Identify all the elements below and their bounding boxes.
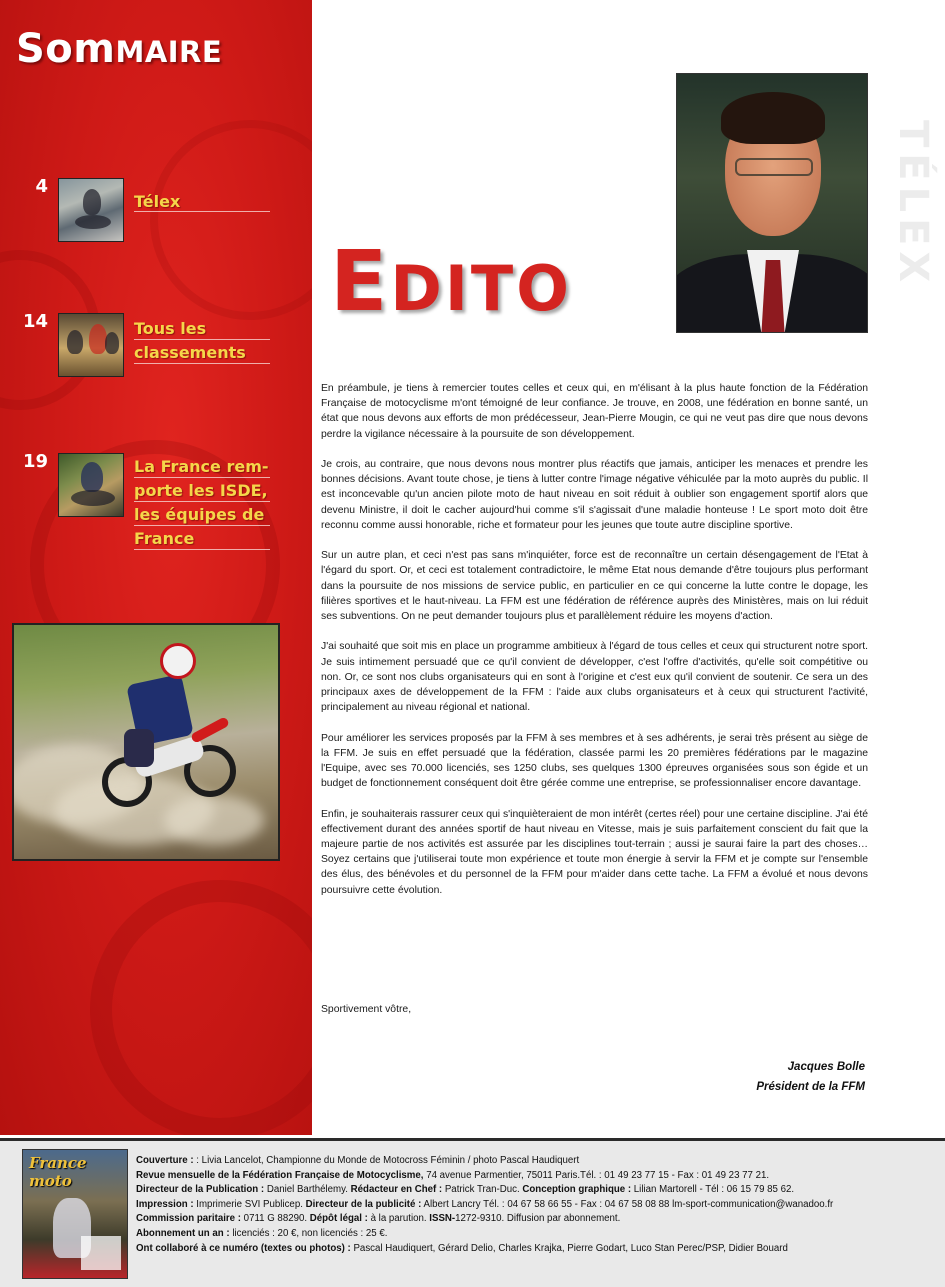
credit-row [136,1242,901,1257]
toc-title-line: classements [134,343,246,362]
toc-thumbnail-photo [58,178,124,242]
credit-text: 74 avenue Parmentier, 75011 Paris.Tél. : 01 49 23 77 15 - Fax : 01 49 23 77 21. [423,1169,770,1181]
masthead-footer [0,1138,945,1287]
credit-label: Impression : [136,1198,194,1210]
credit-text: Lilian Martorell - Tél : 06 15 79 85 62. [631,1184,795,1196]
toc-thumbnail-photo [58,313,124,377]
edito-paragraph: En préambule, je tiens à remercier toutes celles et ceux qui, en m'élisant à la plus haute fonction de la Fédération Française de motocyclisme m'ont témoigné de leur confiance. Je trouve, en 2008, une fédération en bonne santé, un état que nous devons aux efforts de mon prédécesseur, Jean-Pierre Mougin, ce qui ne veut pas dire que nous devons perdre la vigilance nécessaire à la poursuite de son développement. [321,383,868,440]
decorative-swirl [150,120,312,320]
toc-underline [134,501,270,502]
sommaire-title-big: Som [16,26,116,72]
credit-label: Rédacteur en Chef : [350,1184,443,1196]
toc-underline [134,211,270,212]
credit-label: Dépôt légal : [309,1213,368,1225]
signature-title: Président de la FFM [756,1081,865,1093]
toc-page-number: 19 [22,451,48,472]
magazine-cover-thumbnail [22,1149,128,1279]
toc-underline [134,339,270,340]
edito-paragraph: J'ai souhaité que soit mis en place un programme ambitieux à l'égard de tous celles et ceux qui structurent notre sport. Je suis intimement persuadé que ce qu'il convient de développer, c'est l'offre d'activités, qu'elle soit compétitive ou non. Or, ce sont nos clubs organisateurs qui en sont à l'origine et c'est eux qu'il convient de soutenir. Ce sera un des principaux axes de développement de la FFM : l'aide aux clubs organisateurs et à ceux qui structurent l'activité, principalement au niveau régional et national. [321,641,868,714]
credit-label: Ont collaboré à ce numéro (textes ou photos) : [136,1242,351,1254]
edito-closing: Sportivement vôtre, [321,1004,412,1015]
edito-heading-initial: E [330,232,391,330]
edito-paragraph: Pour améliorer les services proposés par la FFM à ses membres et à ses adhérents, je serai très présent au siège de la FFM. Je suis en effet persuadé que la fédération, classée parmi les 20 premières fédérations par le magazine l'Equipe, avec ses 70.000 licenciés, ses 1250 clubs, ses quelques 1300 épreuves organisées sous son égide et un budget de fonctionnement conséquent doit être gérée comme une entreprise, se professionnaliser encore davantage. [321,732,868,790]
toc-underline [134,525,270,526]
credit-label: Commission paritaire : [136,1213,241,1225]
signature-name: Jacques Bolle [787,1061,865,1073]
credit-text: licenciés : 20 €, non licenciés : 25 €. [229,1227,388,1239]
credit-label: Directeur de la publicité : [305,1198,422,1210]
toc-page-number: 14 [22,311,48,332]
masthead-credits [136,1154,901,1256]
toc-page-number: 4 [35,176,48,197]
credit-label: Revue mensuelle de la Fédération Française de Motocyclisme, [136,1169,424,1181]
edito-heading [330,232,572,330]
credit-row [136,1183,901,1198]
portrait-hair [721,92,825,144]
credit-text: Patrick Tran-Duc. [442,1184,523,1196]
edito-signature [756,1057,865,1097]
credit-row [136,1212,901,1227]
toc-title-line: Tous les [134,319,207,338]
portrait-glasses [735,158,813,176]
toc-title-line: France [134,529,195,548]
enduro-rider-photo [12,623,280,861]
sommaire-sidebar [0,0,312,1135]
edito-paragraph: Sur un autre plan, et ceci n'est pas sans m'inquiéter, force est de reconnaître un certain désengagement de l'Etat à l'égard du sport. Or, et ceci est totalement contradictoire, le même Etat nous demande d'être toujours plus performant dans la poursuite de nos missions de service public, en particulier en ce qui concerne la lutte contre le dopage, les filières sportives et le haut-niveau. La FFM est une fédération de référence auprès des Ministères, mais on lui réduit ses subventions. On ne peut demander toujours plus et parallèlement réduire les moyens d'action. [321,550,868,623]
toc-underline [134,363,270,364]
edito-body [321,381,868,913]
background-watermark-text: TÉLEX [890,120,936,289]
credit-row [136,1169,901,1184]
edito-paragraph: Enfin, je souhaiterais rassurer ceux qui s'inquièteraient de mon intérêt (certes réel) pour une certaine discipline. J'ai été effectivement durant des années sportif de haut niveau en Vitesse, mais je suis parfaitement conscient du fait que la majeure partie de nos activités est assurée par les disciplines tout-terrain ; aussi je saurai faire la part des choses… Soyez certains que j'utiliserai toute mon expérience et toute mon énergie à servir la FFM et je compte sur l'ensemble des élus, des bénévoles et du personnel de la FFM pour m'aider dans cette tache. La FFM a évolué et nous devons poursuivre cette évolution. [321,808,868,896]
credit-label: Couverture : [136,1155,197,1166]
credit-text: Imprimerie SVI Publicep. [193,1198,306,1210]
credit-text: Albert Lancry Tél. : 04 67 58 66 55 - Fax : 04 67 58 08 88 lm-sport-communication@wanadoo.fr [421,1198,834,1210]
toc-underline [134,477,270,478]
edito-heading-rest: DITO [390,252,572,325]
credit-text: Daniel Barthélemy. [264,1184,351,1196]
toc-title [134,455,274,551]
credit-text: : Livia Lancelot, Championne du Monde de Motocross Féminin / photo Pascal Haudiquert [196,1155,580,1166]
decorative-swirl [90,880,312,1135]
cover-logo: France moto [29,1154,87,1190]
toc-title-line: porte les ISDE, [134,481,268,500]
toc-thumbnail-photo [58,453,124,517]
credit-label: Directeur de la Publication : [136,1184,265,1196]
credit-row [136,1198,901,1213]
credit-text: Pascal Haudiquert, Gérard Delio, Charles Krajka, Pierre Godart, Luco Stan Perec/PSP, Didier Bouard [350,1242,788,1254]
toc-underline [134,549,270,550]
credit-label: Abonnement un an : [136,1227,230,1239]
author-portrait-photo [676,73,868,333]
toc-title [134,317,274,365]
credit-row [136,1227,901,1242]
edito-paragraph: Je crois, au contraire, que nous devons nous montrer plus réactifs que jamais, anticiper les menaces et prendre les bonnes décisions. Avant toute chose, je tiens à lutter contre l'image négative véhiculée par la moto auprès du public. Il est inconcevable qu'un ancien pilote moto de haut niveau en soit réduit à oublier son engagement sportif alors que devenu Ministre, il doit le cacher aujourd'hui comme s'il s'agissait d'une maladie honteuse ! Le sport moto doit être reconnu comme aussi honorable, riche et formateur pour les jeunes que toute autre discipline sportive. [321,459,868,531]
sommaire-title [16,26,222,72]
credit-text: 0711 G 88290. [240,1213,310,1225]
toc-title-line: les équipes de [134,505,265,524]
sommaire-title-small: MAIRE [115,35,223,69]
credit-text: 1272-9310. Diffusion par abonnement. [455,1213,621,1225]
cover-inset [81,1236,121,1270]
credit-label: Conception graphique : [522,1184,632,1196]
credit-text: à la parution. [367,1213,430,1225]
toc-title-line: La France rem- [134,457,269,476]
credit-label: ISSN- [429,1213,456,1225]
credit-row [136,1154,901,1169]
toc-title-line: Télex [134,192,181,211]
